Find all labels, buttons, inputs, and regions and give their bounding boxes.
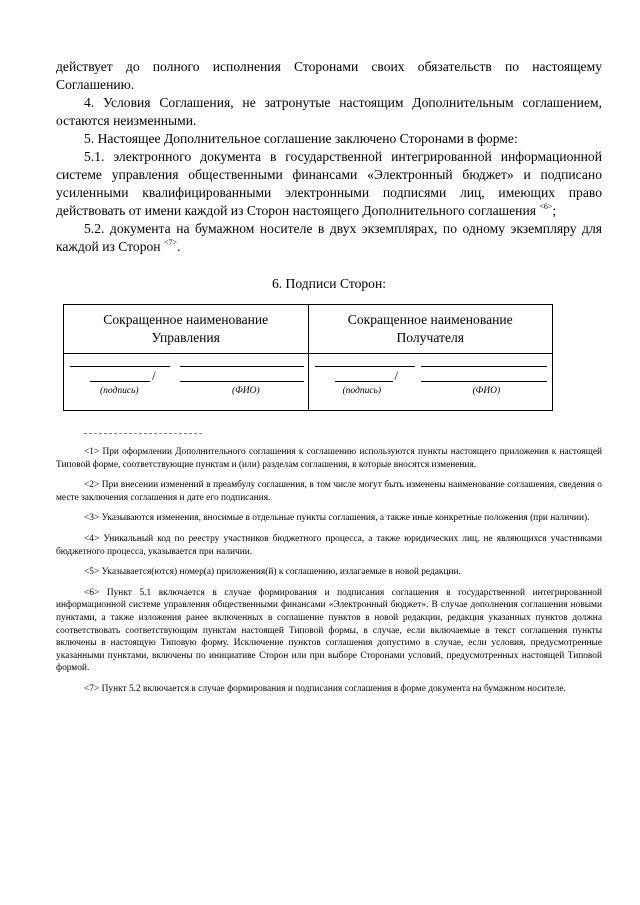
paragraph-5-1-end: ; [552,203,557,218]
right-name-caption: (ФИО) [472,386,501,396]
paragraph-5-1 [56,148,602,220]
footnote-6: <6> Пункт 5.1 включается в случае формирования и подписания соглашения в государственной интегрированной информационной системе управления общественными финансами «Электронный бюджет». В случае дополнения соглашения новыми пунктами, а также изложения ранее включенных в соглашение пунктов в новой редакции, редакция указанных пунктов должна соответствовать соответствующим пунктам настоящей Типовой формы, в случае, если включаемые в текст соглашения пункты включены в настоящую Типовую форму. Исключение пунктов соглашения допустимо в случае, если условия, предусмотренные указанными пунктами, включены по инициативе Сторон или при выборе Сторонами условий, предусмотренных настоящей Типовой формой. [56,587,602,674]
signatures-title: 6. Подписи Сторон: [271,276,387,291]
page-content [56,58,602,704]
right-signature-cell [308,354,553,411]
signatures-table [63,304,553,411]
right-slash: / [394,368,399,383]
footnote-7: <7> Пункт 5.2 включается в случае формирования и подписания соглашения в форме документа на бумажном носителе. [84,683,566,694]
left-signature-line-2 [90,371,150,382]
footnote-ref-7[interactable]: <7> [163,238,178,247]
paragraph-5-2 [56,220,602,256]
left-name-line-2 [180,371,304,382]
right-name-line-1 [421,356,547,367]
right-signature-line-2 [335,371,393,382]
agreement-body [56,58,602,256]
footnote-separator [84,433,202,434]
paragraph-5-2-text: 5.2. документа на бумажном носителе в двух экземплярах, по одному экземпляру для каждой из Сторон [56,221,602,254]
paragraph-4: 4. Условия Соглашения, не затронутые настоящим Дополнительным соглашением, остаются неизменными. [56,95,602,128]
right-name-line-2 [421,371,547,382]
right-party-header-cell [308,305,553,354]
right-party-header: Сокращенное наименование Получателя [347,312,513,345]
footnote-5: <5> Указывается(ются) номер(а) приложения(й) к соглашению, излагаемые в новой редакции. [84,567,461,578]
left-party-header: Сокращенное наименование Управления [103,312,269,345]
left-signature-cell [64,354,309,411]
left-signature-line-1 [70,356,170,367]
right-sign-caption: (подпись) [342,386,382,396]
left-sign-caption: (подпись) [100,386,139,396]
footnote-2: <2> При внесении изменений в преамбулу соглашения, в том числе могут быть изменены наименование соглашения, сведения о месте заключения соглашения и дате его подписания. [56,480,602,503]
footnotes [56,446,602,696]
left-name-line-1 [180,356,304,367]
right-signature-line-1 [315,356,415,367]
paragraph-continuation: действует до полного исполнения Сторонами своих обязательств по настоящему Соглашению. [56,59,602,92]
footnote-3: <3> Указываются изменения, вносимые в отдельные пункты соглашения, а также иные конкретные положения (при наличии). [84,513,590,524]
paragraph-5-2-end: . [177,239,181,254]
footnote-1: <1> При оформлении Дополнительного соглашения к соглашению используются пункты настоящего приложения к настоящей Типовой форме, соответствующие пунктам и (или) разделам соглашения, в которые вносятся изменения. [56,447,602,470]
left-party-header-cell [64,305,309,354]
left-slash: / [152,368,156,383]
footnote-4: <4> Уникальный код по реестру участников бюджетного процесса, а также юридических лиц, не являющихся участниками бюджетного процесса, указывается при наличии. [56,533,602,557]
left-name-caption: (ФИО) [232,386,260,396]
footnote-ref-6[interactable]: <6> [539,202,553,211]
paragraph-5-1-text: 5.1. электронного документа в государственной интегрированной информационной системе управления общественными финансами «Электронный бюджет» и подписано усиленными квалифицированными электронными подписями лиц, имеющих право действовать от имени каждой из Сторон настоящего Дополнительного соглашения [56,149,602,218]
paragraph-5: 5. Настоящее Дополнительное соглашение заключено Сторонами в форме: [84,131,518,146]
